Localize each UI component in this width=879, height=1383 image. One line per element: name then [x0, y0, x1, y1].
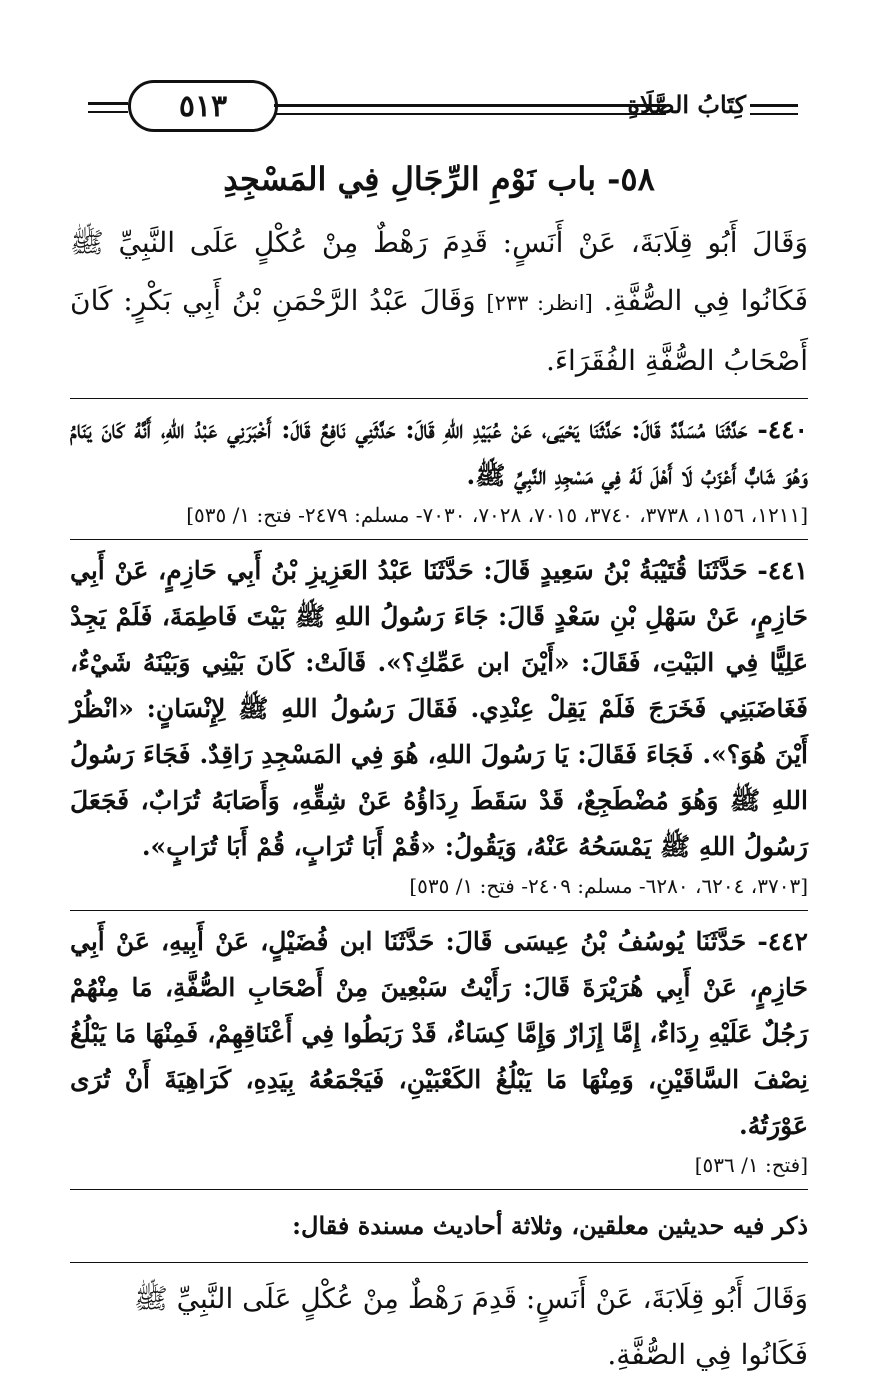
section-divider: [70, 910, 808, 911]
page-header: [88, 78, 798, 138]
commentary-intro: ذكر فيه حديثين معلقين، وثلاثة أحاديث مسندة فقال:: [292, 1211, 808, 1240]
hadith-442: ٤٤٢- حَدَّثَنَا يُوسُفُ بْنُ عِيسَى قَالَ: حَدَّثَنَا ابن فُضَيْلٍ، عَنْ أَبِيهِ، عَنْ أَبِي حَازِمٍ، عَنْ أَبِي هُرَيْرَةَ قَالَ: رَأَيْتُ سَبْعِينَ مِنْ أَصْحَابِ الصُّفَّةِ، مَا مِنْهُمْ رَجُلٌ عَلَيْهِ رِدَاءٌ، إِمَّا إِزَارٌ وَإِمَّا كِسَاءٌ، قَدْ رَبَطُوا فِي أَعْنَاقِهِمْ، فَمِنْهَا مَا يَبْلُغُ نِصْفَ السَّاقَيْنِ، وَمِنْهَا مَا يَبْلُغُ الكَعْبَيْنِ، فَيَجْمَعُهُ بِيَدِهِ، كَرَاهِيَةَ أَنْ تُرَى عَوْرَتُهُ.: [70, 927, 808, 1140]
header-rule: [274, 104, 666, 115]
page-content: [70, 160, 808, 1383]
section-divider: [70, 398, 808, 399]
section-divider: [70, 1189, 808, 1190]
intro-text-1: وَقَالَ أَبُو قِلَابَةَ، عَنْ أَنَسٍ: قَدِمَ رَهْطٌ مِنْ عُكْلٍ عَلَى النَّبِيِّ ﷺ فَكَانُوا فِي الصُّفَّةِ.: [70, 226, 809, 317]
page-number-badge: [128, 80, 278, 132]
header-rule-right: [750, 104, 798, 115]
section-divider: [70, 539, 808, 540]
header-rule-left: [88, 102, 128, 113]
page-number: ٥١٣: [178, 88, 228, 124]
hadith-442-refs: [فتح: ١/ ٥٣٦]: [694, 1153, 808, 1177]
hadith-441-refs: [٣٧٠٣، ٦٢٠٤، ٦٢٨٠- مسلم: ٢٤٠٩- فتح: ١/ ٥٣٥]: [409, 874, 808, 898]
intro-text-2: وَقَالَ عَبْدُ الرَّحْمَنِ بْنُ أَبِي بَكْرٍ: كَانَ أَصْحَابُ الصُّفَّةِ الفُقَرَاءَ.: [70, 284, 808, 377]
hadith-441: ٤٤١- حَدَّثَنَا قُتَيْبَةُ بْنُ سَعِيدٍ قَالَ: حَدَّثَنَا عَبْدُ العَزِيزِ بْنُ أَبِي حَازِمٍ، عَنْ أَبِي حَازِمٍ، عَنْ سَهْلِ بْنِ سَعْدٍ قَالَ: جَاءَ رَسُولُ اللهِ ﷺ بَيْتَ فَاطِمَةَ، فَلَمْ يَجِدْ عَلِيًّا فِي البَيْتِ، فَقَالَ: «أَيْنَ ابن عَمِّكِ؟». قَالَتْ: كَانَ بَيْنِي وَبَيْنَهُ شَيْءٌ، فَغَاضَبَنِي فَخَرَجَ فَلَمْ يَقِلْ عِنْدِي. فَقَالَ رَسُولُ اللهِ ﷺ لِإِنْسَانٍ: «انْظُرْ أَيْنَ هُوَ؟». فَجَاءَ فَقَالَ: يَا رَسُولَ اللهِ، هُوَ فِي المَسْجِدِ رَاقِدٌ. فَجَاءَ رَسُولُ اللهِ ﷺ وَهُوَ مُضْطَجِعٌ، قَدْ سَقَطَ رِدَاؤُهُ عَنْ شِقِّهِ، وَأَصَابَهُ تُرَابٌ، فَجَعَلَ رَسُولُ اللهِ ﷺ يَمْسَحُهُ عَنْهُ، وَيَقُولُ: «قُمْ أَبَا تُرَابٍ، قُمْ أَبَا تُرَابٍ».: [70, 556, 808, 861]
commentary-quote: وَقَالَ أَبُو قِلَابَةَ، عَنْ أَنَسٍ: قَدِمَ رَهْطٌ مِنْ عُكْلٍ عَلَى النَّبِيِّ ﷺ فَكَانُوا فِي الصُّفَّةِ.: [133, 1282, 808, 1371]
section-divider: [70, 1262, 808, 1263]
intro-paragraph: [70, 214, 808, 390]
running-title: كِتَابُ الصَّلَاةِ: [627, 90, 746, 119]
intro-reference: [انظر: ٢٣٣]: [486, 291, 593, 315]
hadith-440: ٤٤٠- حَدَّثَنَا مُسَدَّدٌ قَالَ: حَدَّثَنَا يَحْيَى، عَنْ عُبَيْدِ اللهِ قَالَ: حَدَّثَنِي نَافِعٌ قَالَ: أَخْبَرَنِي عَبْدُ اللهِ، أَنَّهُ كَانَ يَنَامُ وَهُوَ شَابٌّ أَعْزَبُ لَا أَهْلَ لَهُ فِي مَسْجِدِ النَّبِيِّ ﷺ.: [70, 415, 808, 490]
chapter-title: ٥٨- باب نَوْمِ الرِّجَالِ فِي المَسْجِدِ: [223, 160, 655, 198]
hadith-440-refs: [١٢١١، ١١٥٦، ٣٧٣٨، ٣٧٤٠، ٧٠١٥، ٧٠٢٨، ٧٠٣٠- مسلم: ٢٤٧٩- فتح: ١/ ٥٣٥]: [186, 503, 808, 527]
